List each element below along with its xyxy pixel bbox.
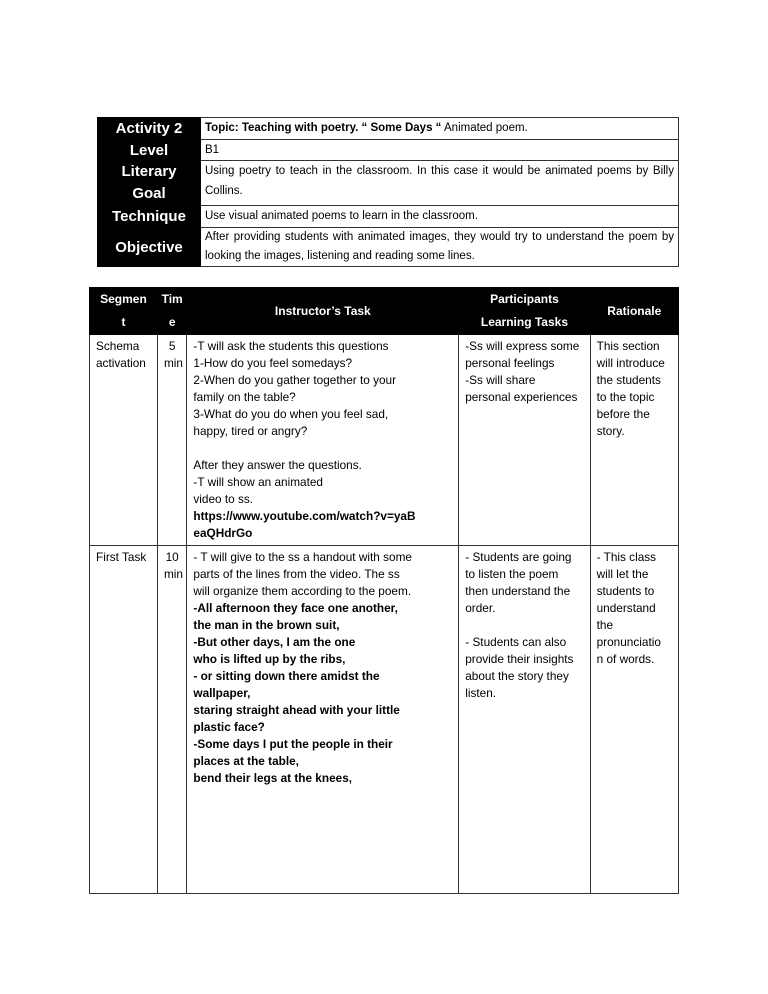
poem-line: -But other days, I am the one <box>193 635 356 649</box>
cell-segment: Schema activation <box>90 335 158 546</box>
info-value-topic <box>201 118 679 140</box>
header-instructor-task: Instructor’s Task <box>187 288 459 335</box>
poem-line: bend their legs at the knees, <box>193 771 353 785</box>
poem-line: - or sitting down there amidst the <box>193 669 380 683</box>
header-rationale: Rationale <box>590 288 678 335</box>
info-value-technique: Use visual animated poems to learn in the classroom. <box>201 206 679 228</box>
cell-instructor-task: - T will give to the ss a handout with some parts of the lines from the video. The ss will organize them according to the poem. -All afternoon they face one another, the man in the brown suit, -But other days, I am the one who is lifted up by the ribs, - or sitting down there amidst the wallpaper, staring straight ahead with your little plastic face? -Some days I put the people in their places at the table, bend their legs at the knees, <box>187 546 459 894</box>
header-segment: Segmen t <box>90 288 158 335</box>
cell-participants-task: -Ss will express some personal feelings -Ss will share personal experiences <box>459 335 590 546</box>
video-link-cont[interactable]: eaQHdrGo <box>193 526 253 540</box>
cell-time: 5 min <box>157 335 186 546</box>
info-row-literary-goal <box>98 161 679 206</box>
activity-info-table <box>97 117 679 267</box>
cell-instructor-task: -T will ask the students this questions 1-How do you feel somedays? 2-When do you gather together to your family on the table? 3-What do you do when you feel sad, happy, tired or angry? After they answer the questions. -T will show an animated video to ss. https://www.youtube.com/watch?v=yaB eaQHdrGo <box>187 335 459 546</box>
poem-line: -Some days I put the people in their <box>193 737 393 751</box>
cell-rationale: This section will introduce the students to the topic before the story. <box>590 335 678 546</box>
info-label-activity: Activity 2 <box>98 118 201 140</box>
cell-time: 10 min <box>157 546 186 894</box>
header-participants: Participants Learning Tasks <box>459 288 590 335</box>
table-row <box>90 335 679 546</box>
poem-line: wallpaper, <box>193 686 251 700</box>
lesson-plan-table <box>89 287 679 894</box>
poem-line: -All afternoon they face one another, <box>193 601 398 615</box>
info-value-level: B1 <box>201 140 679 161</box>
cell-rationale: - This class will let the students to understand the pronunciatio n of words. <box>590 546 678 894</box>
poem-line: places at the table, <box>193 754 299 768</box>
header-time: Tim e <box>157 288 186 335</box>
info-label-literary-goal <box>98 161 201 206</box>
info-row-technique <box>98 206 679 228</box>
topic-rest-text: Animated poem. <box>441 122 528 134</box>
info-value-objective: After providing students with animated images, they would try to understand the poem by looking the images, listening and reading some lines. <box>201 228 679 267</box>
info-row-level <box>98 140 679 161</box>
poem-line: the man in the brown suit, <box>193 618 340 632</box>
info-row-objective <box>98 228 679 267</box>
lesson-header-row <box>90 288 679 335</box>
poem-line: who is lifted up by the ribs, <box>193 652 346 666</box>
topic-bold-text: Topic: Teaching with poetry. “ Some Days “ <box>205 122 442 134</box>
info-label-literary: Literary <box>121 163 177 180</box>
info-label-technique: Technique <box>98 206 201 228</box>
cell-segment: First Task <box>90 546 158 894</box>
info-row-activity <box>98 118 679 140</box>
poem-line: plastic face? <box>193 720 265 734</box>
poem-line: staring straight ahead with your little <box>193 703 400 717</box>
video-link[interactable]: https://www.youtube.com/watch?v=yaB <box>193 509 416 523</box>
cell-participants-task: - Students are going to listen the poem then understand the order. - Students can also provide their insights about the story they listen. <box>459 546 590 894</box>
info-label-goal: Goal <box>132 185 166 202</box>
info-label-level: Level <box>98 140 201 161</box>
table-row <box>90 546 679 894</box>
info-label-objective: Objective <box>98 228 201 267</box>
info-value-goal: Using poetry to teach in the classroom. In this case it would be animated poems by Billy Collins. <box>201 161 679 206</box>
